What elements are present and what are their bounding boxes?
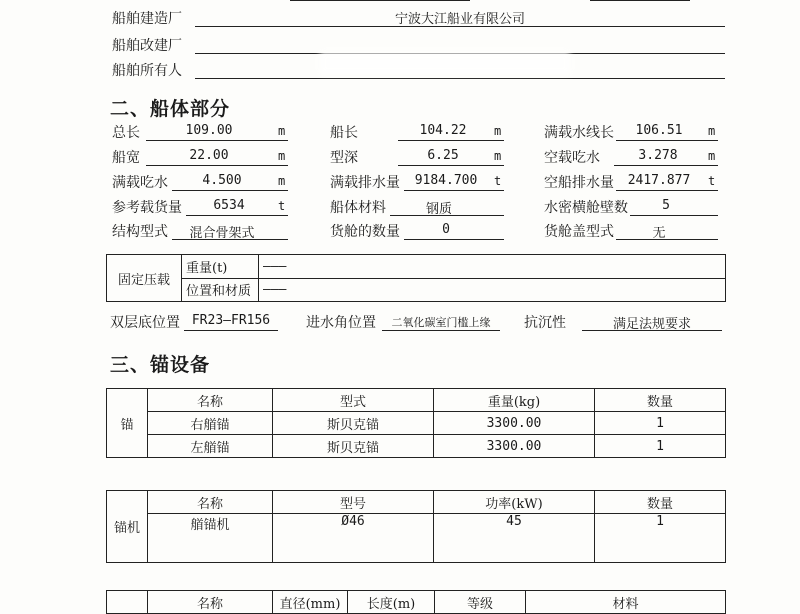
anchor-cell: 斯贝克锚	[273, 435, 434, 458]
chain-cable-table	[106, 590, 726, 614]
hull-param-value: 104.22	[419, 123, 467, 138]
top-border-remnant-right	[590, 0, 690, 3]
anchor-header-qty: 数量	[595, 389, 726, 412]
owner-label: 船舶所有人	[112, 63, 182, 79]
flood-angle-value: 二氧化碳室门槛上缘	[391, 316, 491, 329]
hull-param-value: 9184.700	[414, 173, 478, 188]
table-row	[107, 435, 726, 458]
double-bottom-value: FR23—FR156	[191, 313, 271, 328]
hull-param-label: 满载排水量	[330, 175, 400, 191]
ballast-weight-label: 重量(t)	[182, 255, 259, 279]
anchor-cell: 3300.00	[434, 435, 595, 458]
hull-param-unit: m	[494, 149, 502, 163]
unsinkability-value: 满足法规要求	[612, 317, 691, 332]
redaction-smear	[320, 52, 570, 74]
hull-param-value: 混合骨架式	[189, 226, 255, 241]
cable-header-material: 材料	[526, 591, 726, 614]
shipyard-value: 宁波大江船业有限公司	[394, 12, 525, 27]
windlass-header-power: 功率(kW)	[434, 491, 595, 514]
hull-param-value: 5	[662, 198, 670, 213]
hull-param-unit: m	[494, 124, 502, 138]
hull-param-value: 22.00	[189, 148, 229, 163]
hull-param-unit: m	[708, 124, 716, 138]
hull-param-label: 货舱盖型式	[544, 224, 614, 240]
hull-param-value: 109.00	[185, 123, 233, 138]
ballast-position-label: 位置和材质	[182, 278, 259, 302]
anchor-cell: 斯贝克锚	[273, 412, 434, 435]
anchor-header-type: 型式	[273, 389, 434, 412]
unsinkability-label: 抗沉性	[524, 315, 566, 331]
hull-param-label: 参考载货量	[112, 200, 182, 216]
hull-param-label: 船宽	[112, 150, 140, 166]
hull-param-label: 船体材料	[330, 200, 386, 216]
hull-param-label: 船长	[330, 125, 358, 141]
double-bottom-label: 双层底位置	[110, 315, 180, 331]
hull-param-label: 满载水线长	[544, 125, 614, 141]
cable-header-grade: 等级	[435, 591, 526, 614]
anchor-cell: 右艏锚	[148, 412, 273, 435]
hull-param-unit: t	[278, 199, 286, 213]
hull-param-label: 满载吃水	[112, 175, 168, 191]
table-row	[107, 412, 726, 435]
anchor-section-title: 三、锚设备	[110, 354, 211, 376]
windlass-header-name: 名称	[148, 491, 273, 514]
windlass-cell: 45	[434, 514, 595, 563]
hull-param-label: 总长	[112, 125, 140, 141]
windlass-header-model: 型号	[273, 491, 434, 514]
anchor-header-name: 名称	[148, 389, 273, 412]
flood-angle-label: 进水角位置	[306, 315, 376, 331]
anchor-cell: 1	[595, 412, 726, 435]
windlass-cell: 艏锚机	[148, 514, 273, 563]
windlass-table	[106, 490, 726, 563]
hull-param-value: 6534	[213, 198, 245, 213]
anchor-cell: 3300.00	[434, 412, 595, 435]
hull-param-value: 无	[652, 226, 666, 241]
hull-param-unit: m	[278, 124, 286, 138]
hull-param-unit: t	[708, 174, 716, 188]
top-border-remnant	[290, 0, 470, 3]
anchor-cell: 左艏锚	[148, 435, 273, 458]
hull-param-unit: m	[278, 174, 286, 188]
hull-param-label: 空载吃水	[544, 150, 600, 166]
hull-param-unit: m	[708, 149, 716, 163]
shipyard-label: 船舶建造厂	[112, 11, 182, 27]
ballast-label: 固定压载	[107, 255, 182, 302]
ballast-position-value: ———	[259, 278, 726, 302]
cable-header-name: 名称	[148, 591, 273, 614]
hull-param-value: 106.51	[635, 123, 683, 138]
hull-param-value: 4.500	[202, 173, 242, 188]
windlass-cell: Ø46	[273, 514, 434, 563]
hull-param-value: 钢质	[425, 202, 452, 217]
cable-side-label	[107, 591, 148, 614]
windlass-header-qty: 数量	[595, 491, 726, 514]
windlass-side-label: 锚机	[107, 491, 148, 563]
table-row	[107, 514, 726, 563]
ballast-weight-value: ———	[259, 255, 726, 279]
hull-param-value: 2417.877	[627, 173, 691, 188]
windlass-cell: 1	[595, 514, 726, 563]
hull-param-label: 空船排水量	[544, 175, 614, 191]
anchor-cell: 1	[595, 435, 726, 458]
anchor-table	[106, 388, 726, 458]
hull-param-label: 型深	[330, 150, 358, 166]
fixed-ballast-table	[106, 254, 726, 302]
hull-param-label: 货舱的数量	[330, 224, 400, 240]
hull-param-value: 6.25	[427, 148, 459, 163]
hull-param-unit: m	[278, 149, 286, 163]
hull-param-unit: t	[494, 174, 502, 188]
cable-header-diameter: 直径(mm)	[273, 591, 348, 614]
hull-param-value: 3.278	[638, 148, 678, 163]
cable-header-length: 长度(m)	[348, 591, 435, 614]
hull-param-value: 0	[442, 222, 450, 237]
hull-param-label: 结构型式	[112, 224, 168, 240]
anchor-header-weight: 重量(kg)	[434, 389, 595, 412]
refit-label: 船舶改建厂	[112, 38, 182, 54]
anchor-side-label: 锚	[107, 389, 148, 458]
hull-param-label: 水密横舱壁数	[544, 200, 628, 216]
hull-section-title: 二、船体部分	[110, 98, 231, 120]
